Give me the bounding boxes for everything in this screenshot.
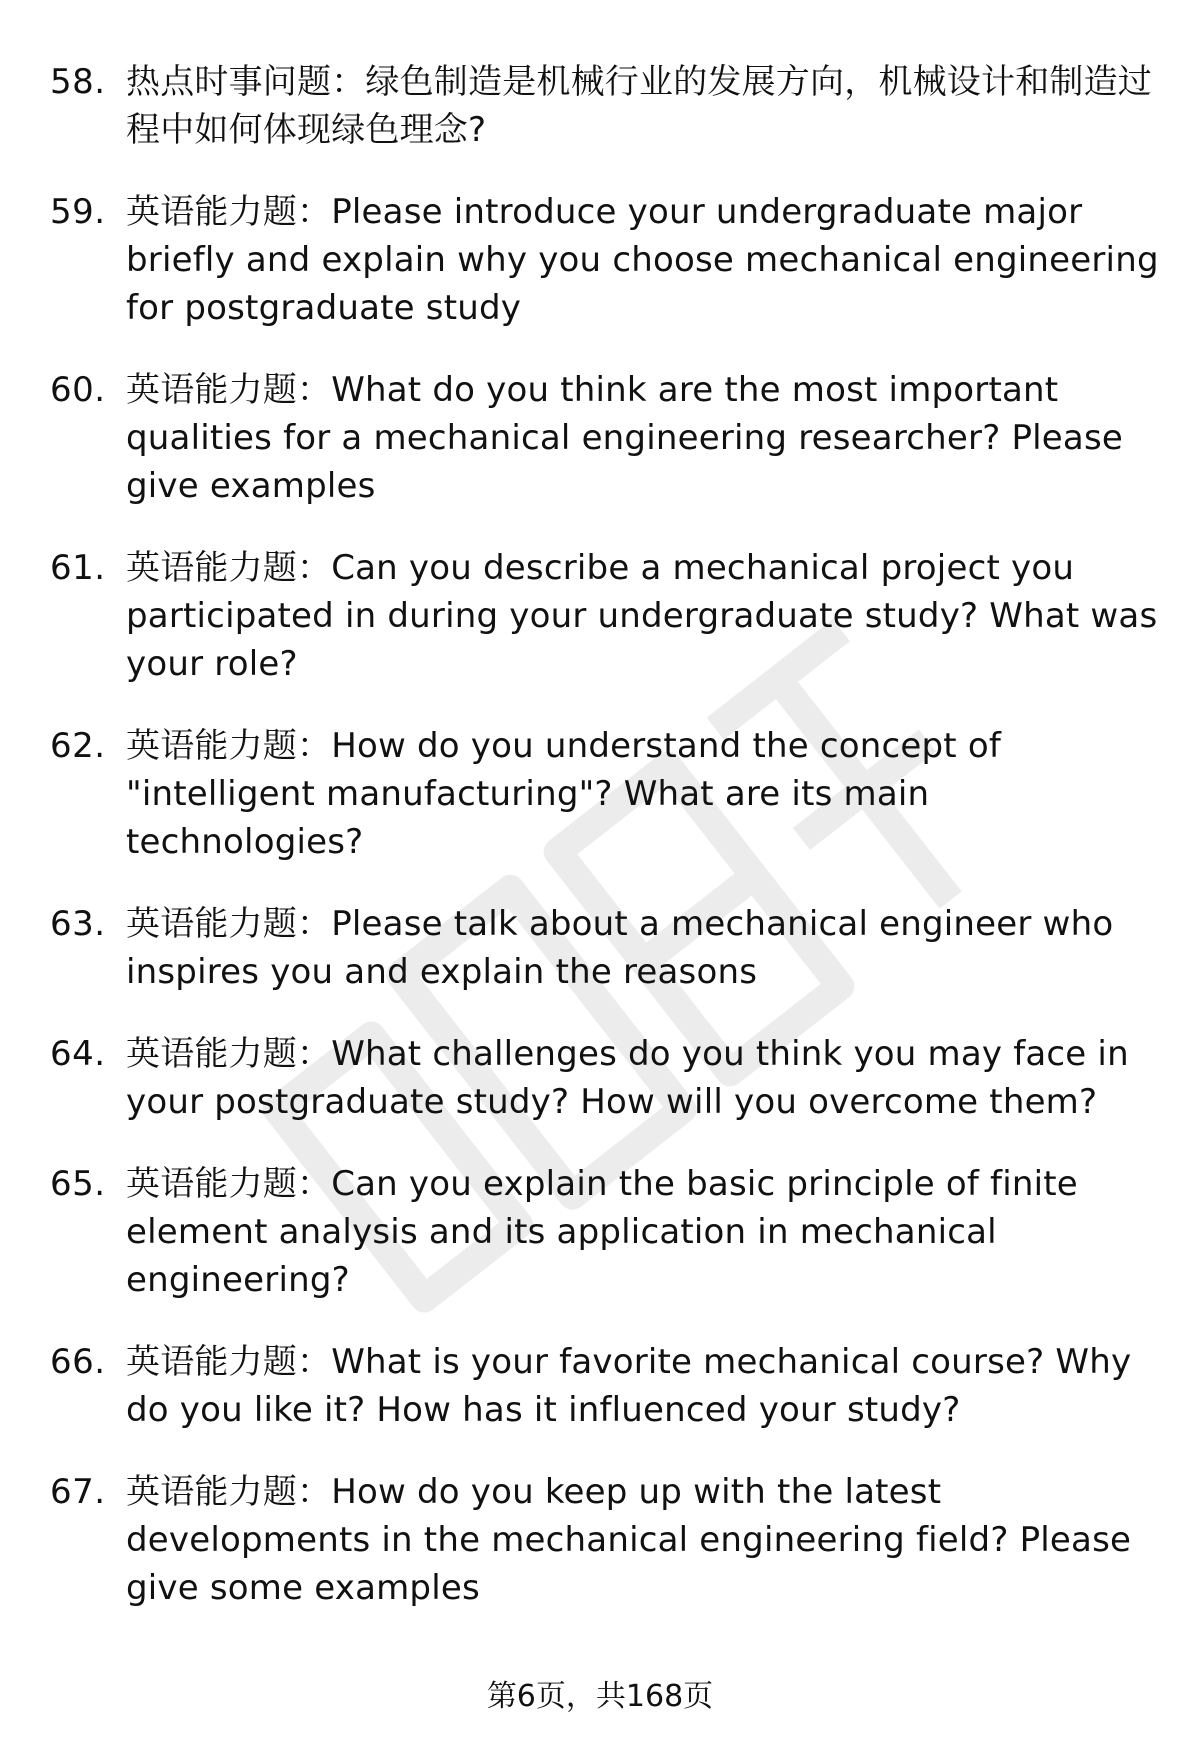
question-item	[50, 544, 1160, 688]
question-category: 英语能力题：	[126, 1342, 332, 1382]
question-category: 英语能力题：	[126, 904, 332, 944]
question-item	[50, 1160, 1160, 1304]
question-number: 66.	[50, 1342, 106, 1382]
question-item	[50, 722, 1160, 866]
question-category: 英语能力题：	[126, 726, 332, 766]
question-body	[126, 900, 1160, 996]
question-item	[50, 1338, 1160, 1434]
question-body	[126, 188, 1160, 332]
question-text: Can you describe a mechanical project you participated in during your undergraduate study? What was your role?	[126, 548, 1158, 684]
question-text: Please introduce your undergraduate major briefly and explain why you choose mechanical engineering for postgraduate study	[126, 192, 1159, 328]
question-category: 英语能力题：	[126, 548, 332, 588]
question-category: 英语能力题：	[126, 192, 332, 232]
question-text: Can you explain the basic principle of finite element analysis and its application in mechanical engineering?	[126, 1164, 1078, 1300]
question-list	[50, 58, 1160, 1646]
question-category: 英语能力题：	[126, 1164, 332, 1204]
question-category: 热点时事问题：	[126, 62, 366, 102]
question-text: How do you keep up with the latest developments in the mechanical engineering field? Please give some examples	[126, 1472, 1132, 1608]
page-footer	[0, 1677, 1200, 1717]
question-body	[126, 544, 1160, 688]
question-number: 58.	[50, 62, 106, 102]
question-body	[126, 58, 1160, 154]
question-body	[126, 1030, 1160, 1126]
question-item	[50, 58, 1160, 154]
question-number: 65.	[50, 1164, 106, 1204]
question-number: 62.	[50, 726, 106, 766]
question-number: 64.	[50, 1034, 106, 1074]
question-body	[126, 1160, 1160, 1304]
question-category: 英语能力题：	[126, 1034, 332, 1074]
question-body	[126, 366, 1160, 510]
question-item	[50, 1030, 1160, 1126]
question-body	[126, 1468, 1160, 1612]
question-number: 60.	[50, 370, 106, 410]
question-category: 英语能力题：	[126, 370, 332, 410]
question-number: 59.	[50, 192, 106, 232]
question-text: Please talk about a mechanical engineer who inspires you and explain the reasons	[126, 904, 1114, 992]
question-body	[126, 1338, 1160, 1434]
question-number: 61.	[50, 548, 106, 588]
question-number: 63.	[50, 904, 106, 944]
question-text: How do you understand the concept of "intelligent manufacturing"? What are its main technologies?	[126, 726, 1002, 862]
question-body	[126, 722, 1160, 866]
question-number: 67.	[50, 1472, 106, 1512]
question-text: 绿色制造是机械行业的发展方向，机械设计和制造过程中如何体现绿色理念?	[126, 62, 1153, 150]
question-item	[50, 900, 1160, 996]
question-text: What is your favorite mechanical course? Why do you like it? How has it influenced your study?	[126, 1342, 1132, 1430]
question-text: What do you think are the most important qualities for a mechanical engineering researcher? Please give examples	[126, 370, 1123, 506]
page-number-label: 第6页，共168页	[486, 1679, 714, 1714]
question-item	[50, 188, 1160, 332]
question-item	[50, 1468, 1160, 1612]
question-text: What challenges do you think you may face in your postgraduate study? How will you overcome them?	[126, 1034, 1129, 1122]
question-category: 英语能力题：	[126, 1472, 332, 1512]
question-item	[50, 366, 1160, 510]
